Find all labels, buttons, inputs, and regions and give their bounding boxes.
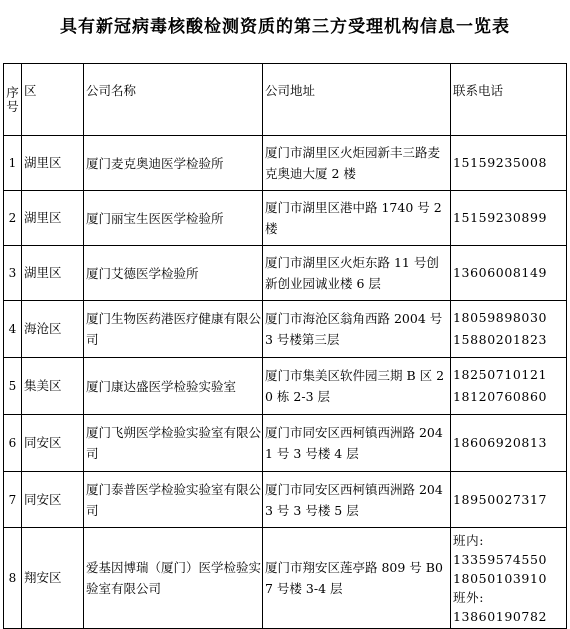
- table-row: [4, 528, 567, 629]
- row-district: 湖里区: [22, 136, 84, 191]
- row-district: 集美区: [22, 358, 84, 415]
- row-seq: 1: [4, 136, 22, 191]
- row-seq: 2: [4, 191, 22, 246]
- phone-number: 15159230899: [453, 210, 548, 225]
- phone-number: 18120760860: [453, 389, 548, 404]
- row-company: 厦门生物医药港医疗健康有限公司: [84, 301, 263, 358]
- row-phone: [451, 246, 567, 301]
- row-seq: 6: [4, 415, 22, 472]
- institution-table: [3, 63, 567, 629]
- row-company: 厦门艾德医学检验所: [84, 246, 263, 301]
- row-address: 厦门市湖里区火炬园新丰三路麦克奥迪大厦 2 楼: [263, 136, 451, 191]
- phone-number: 18050103910: [453, 570, 548, 586]
- row-district: 湖里区: [22, 246, 84, 301]
- phone-number: 15880201823: [453, 332, 548, 347]
- row-address: 厦门市集美区软件园三期 B 区 20 栋 2-3 层: [263, 358, 451, 415]
- row-seq: 7: [4, 472, 22, 528]
- header-address: 公司地址: [263, 64, 451, 136]
- row-phone: [451, 358, 567, 415]
- row-address: 厦门市海沧区翁角西路 2004 号 3 号楼第三层: [263, 301, 451, 358]
- phone-number: 18059898030: [453, 310, 548, 325]
- row-phone: [451, 528, 567, 629]
- row-seq: 3: [4, 246, 22, 301]
- phone-number: 18950027317: [453, 491, 548, 507]
- row-phone: [451, 415, 567, 472]
- phone-number: 13860190782: [453, 608, 548, 624]
- phone-number: 15159235008: [453, 155, 548, 170]
- row-company: 厦门泰普医学检验实验室有限公司: [84, 472, 263, 528]
- header-seq: 序号: [4, 64, 22, 136]
- row-address: 厦门市同安区西柯镇西洲路 2041 号 3 号楼 4 层: [263, 415, 451, 472]
- phone-number: 13606008149: [453, 265, 548, 280]
- page-title: 具有新冠病毒核酸检测资质的第三方受理机构信息一览表: [60, 17, 510, 37]
- row-address: 厦门市翔安区莲亭路 809 号 B07 号楼 3-4 层: [263, 528, 451, 629]
- row-seq: 8: [4, 528, 22, 629]
- table-row: [4, 358, 567, 415]
- phone-number: 18250710121: [453, 367, 548, 382]
- row-company: 厦门丽宝生医医学检验所: [84, 191, 263, 246]
- table-header-row: [4, 64, 567, 136]
- row-phone: [451, 136, 567, 191]
- row-phone: [451, 472, 567, 528]
- table-row: [4, 472, 567, 528]
- row-phone: [451, 191, 567, 246]
- row-district: 海沧区: [22, 301, 84, 358]
- row-company: 厦门麦克奥迪医学检验所: [84, 136, 263, 191]
- row-company: 厦门康达盛医学检验实验室: [84, 358, 263, 415]
- row-address: 厦门市湖里区火炬东路 11 号创新创业园诚业楼 6 层: [263, 246, 451, 301]
- phone-number: 13359574550: [453, 551, 548, 567]
- row-district: 同安区: [22, 472, 84, 528]
- row-company: 爱基因博瑞（厦门）医学检验实验室有限公司: [84, 528, 263, 629]
- row-district: 同安区: [22, 415, 84, 472]
- phone-number: 18606920813: [453, 435, 548, 450]
- phone-label-off-shift: 班外:: [453, 589, 485, 605]
- row-district: 湖里区: [22, 191, 84, 246]
- table-row: [4, 301, 567, 358]
- row-seq: 4: [4, 301, 22, 358]
- row-address: 厦门市湖里区港中路 1740 号 2 楼: [263, 191, 451, 246]
- table-row: [4, 191, 567, 246]
- row-seq: 5: [4, 358, 22, 415]
- header-company: 公司名称: [84, 64, 263, 136]
- table-row: [4, 246, 567, 301]
- phone-label-in-shift: 班内:: [453, 532, 485, 548]
- table-row: [4, 136, 567, 191]
- row-phone: [451, 301, 567, 358]
- row-district: 翔安区: [22, 528, 84, 629]
- table-row: [4, 415, 567, 472]
- header-district: 区: [22, 64, 84, 136]
- row-address: 厦门市同安区西柯镇西洲路 2043 号 3 号楼 5 层: [263, 472, 451, 528]
- row-company: 厦门飞朔医学检验实验室有限公司: [84, 415, 263, 472]
- header-phone: 联系电话: [451, 64, 567, 136]
